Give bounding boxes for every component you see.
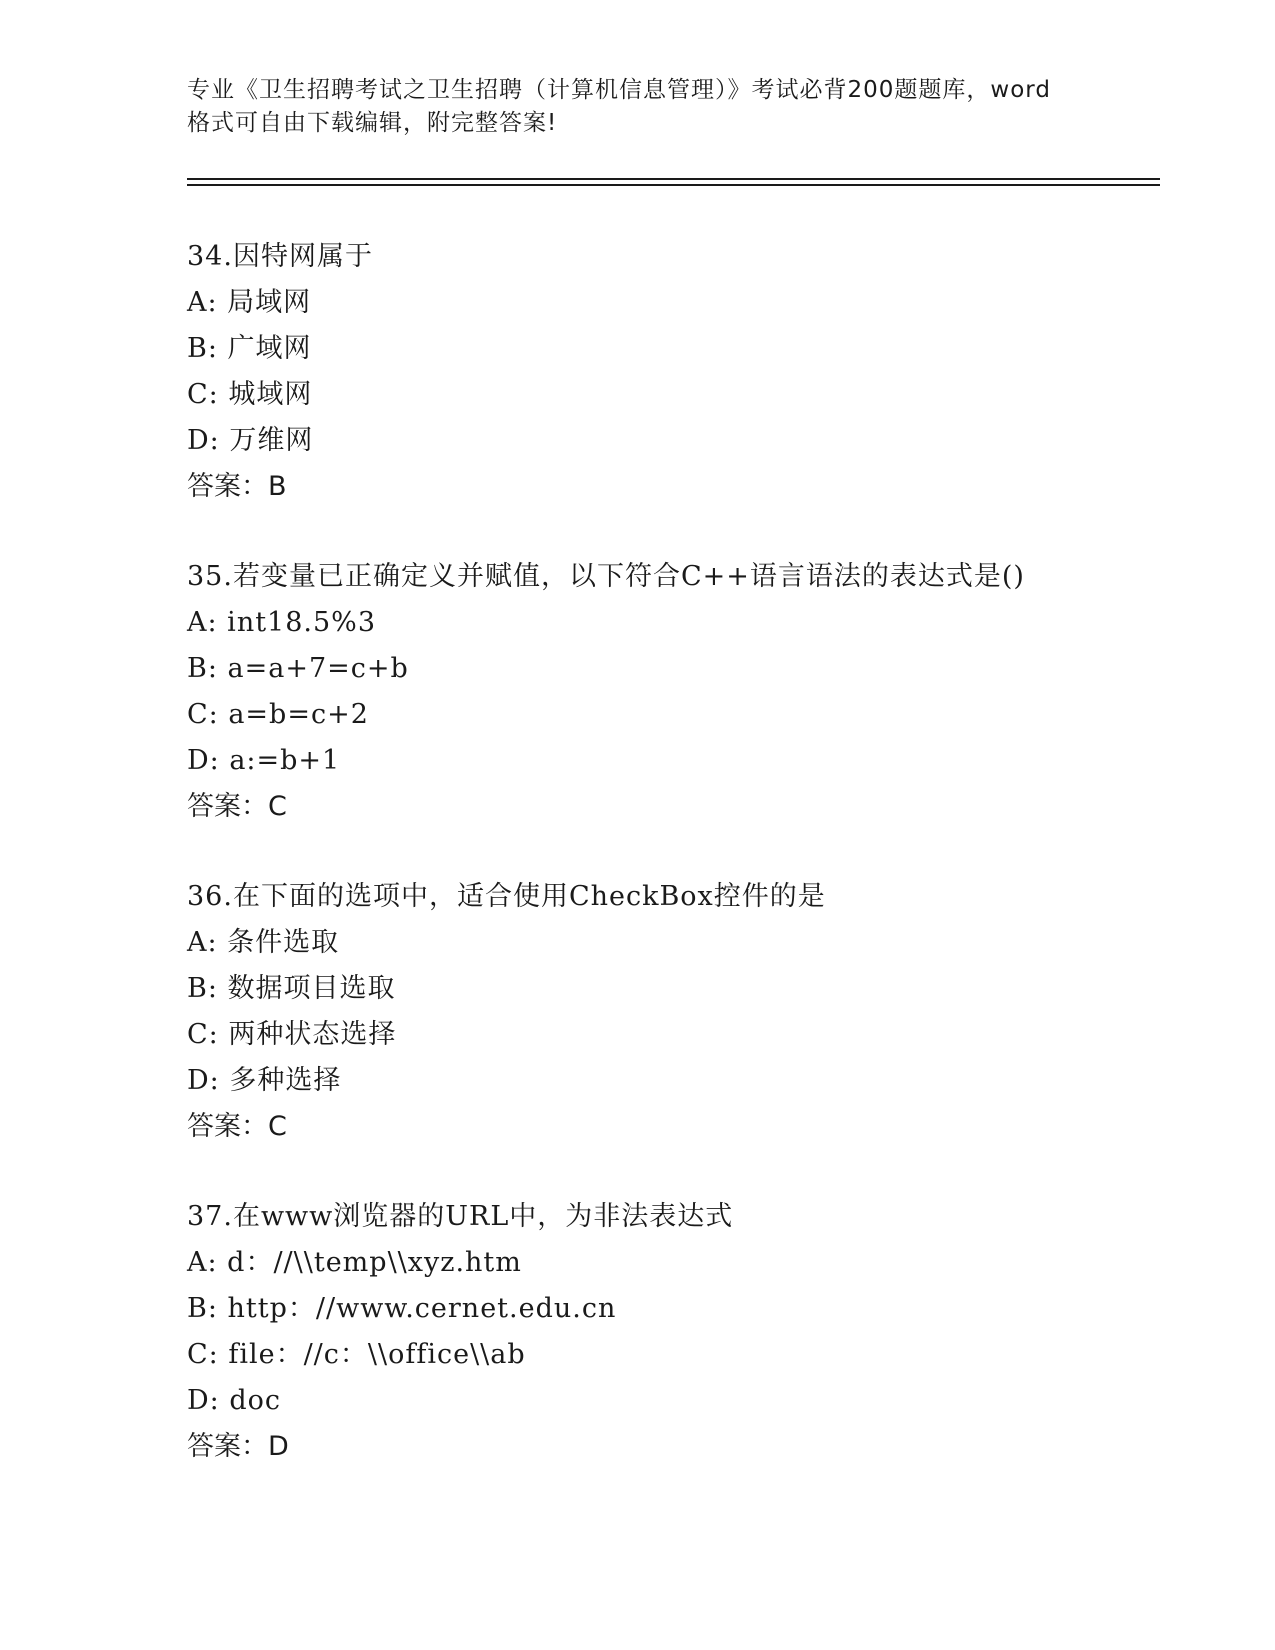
- option-c: C: file：//c：\\office\\ab: [187, 1339, 526, 1370]
- option-b: B: 数据项目选取: [187, 973, 396, 1004]
- option-b: B: http：//www.cernet.edu.cn: [187, 1293, 617, 1324]
- option-b: B: a=a+7=c+b: [187, 653, 409, 684]
- question-stem: 37.在www浏览器的URL中，为非法表达式: [187, 1201, 734, 1232]
- question-stem: 36.在下面的选项中，适合使用CheckBox控件的是: [187, 881, 826, 912]
- answer-line: 答案：C: [187, 791, 287, 822]
- answer-line: 答案：D: [187, 1431, 289, 1462]
- option-a: A: d：//\\temp\\xyz.htm: [187, 1247, 522, 1278]
- question-stem: 35.若变量已正确定义并赋值，以下符合C++语言语法的表达式是(): [187, 561, 1025, 592]
- option-c: C: a=b=c+2: [187, 699, 369, 730]
- option-c: C: 城域网: [187, 379, 313, 410]
- answer-line: 答案：C: [187, 1111, 287, 1142]
- option-c: C: 两种状态选择: [187, 1019, 397, 1050]
- question-stem: 34.因特网属于: [187, 241, 373, 272]
- option-d: D: a:=b+1: [187, 745, 341, 776]
- option-d: D: 万维网: [187, 425, 314, 456]
- document-header: [187, 74, 1087, 140]
- option-d: D: doc: [187, 1385, 281, 1416]
- header-line-2: 格式可自由下载编辑，附完整答案!: [187, 110, 558, 136]
- option-a: A: 条件选取: [187, 927, 340, 958]
- header-line-1: 专业《卫生招聘考试之卫生招聘（计算机信息管理）》考试必背200题题库，word: [187, 77, 1051, 103]
- question-34: [187, 234, 1187, 510]
- question-37: [187, 1194, 1187, 1470]
- option-a: A: 局域网: [187, 287, 312, 318]
- option-a: A: int18.5%3: [187, 607, 377, 638]
- question-36: [187, 874, 1187, 1150]
- option-b: B: 广域网: [187, 333, 312, 364]
- header-divider-top: [187, 178, 1160, 180]
- option-d: D: 多种选择: [187, 1065, 342, 1096]
- answer-line: 答案：B: [187, 471, 287, 502]
- header-divider-bottom: [187, 184, 1160, 186]
- question-35: [187, 554, 1187, 830]
